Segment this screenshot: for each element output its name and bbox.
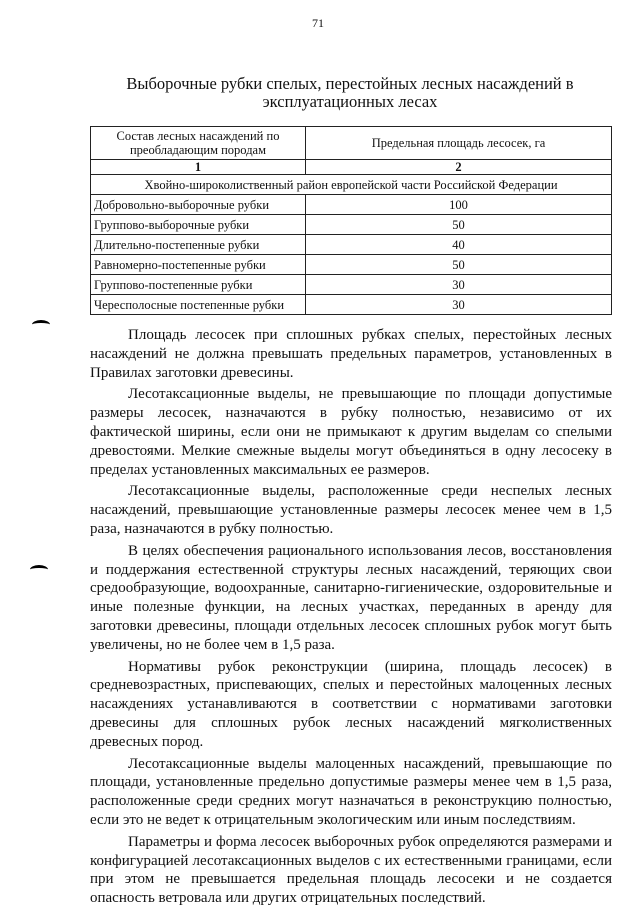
row-name: Добровольно-выборочные рубки [91, 195, 306, 215]
logging-norms-table [90, 126, 612, 315]
column-header-area: Предельная площадь лесосек, га [306, 127, 612, 160]
page-number: 71 [312, 16, 324, 30]
paragraph: Нормативы рубок реконструкции (ширина, площадь лесосек) в средневозрастных, приспевающих, спелых и перестойных малоценных лесных насаждениях устанавливаются в соответствии с нормативами заготовки древесины для сплошных рубок лесных насаждений мягколиственных древесных пород. [90, 658, 612, 750]
paragraph: Лесотаксационные выделы малоценных насаждений, превышающие по площади, установленные предельно допустимые размеры менее чем в 1,5 раза, расположенные среди средних могут назначаться в реконструкцию полностью, если это не ведет к отрицательным экологическим или иным последствиям. [90, 755, 612, 828]
paragraph: В целях обеспечения рационального использования лесов, восстановления и поддержания естественной структуры лесных насаждений, теряющих свои средообразующие, водоохранные, санитарно-гигиенические, оздоровительные и иные полезные функции, на лесных участках, переданных в аренду для заготовки древесины, площади отдельных лесосек сплошных рубок могут быть увеличены, но не более чем в 1,5 раза. [90, 542, 612, 653]
column-number-row [91, 160, 612, 175]
column-header-composition: Состав лесных насаждений по преобладающим породам [91, 127, 306, 160]
row-name: Равномерно-постепенные рубки [91, 255, 306, 275]
paragraph: Площадь лесосек при сплошных рубках спелых, перестойных лесных насаждений не должна превышать предельных параметров, установленных в Правилах заготовки древесины. [90, 327, 612, 381]
binder-hole-mark [32, 320, 50, 329]
row-name: Чересполосные постепенные рубки [91, 295, 306, 315]
row-name: Длительно-постепенные рубки [91, 235, 306, 255]
row-value: 30 [306, 295, 612, 315]
page-title: Выборочные рубки спелых, перестойных лесных насаждений в эксплуатационных лесах [126, 74, 574, 111]
table-row [91, 275, 612, 295]
body-text [90, 326, 612, 911]
row-value: 50 [306, 215, 612, 235]
table-row [91, 195, 612, 215]
paragraph: Лесотаксационные выделы, расположенные среди неспелых лесных насаждений, превышающие установленные размеры лесосек менее чем в 1,5 раза, назначаются в рубку полностью. [90, 483, 612, 537]
region-row [91, 175, 612, 195]
paragraph: Параметры и форма лесосек выборочных рубок определяются размерами и конфигурацией лесотаксационных выделов с их естественными границами, если при этом не превышается предельная площадь лесосеки и не создается опасность ветровала или других отрицательных последствий. [90, 833, 612, 907]
table-row [91, 295, 612, 315]
table-header-row [91, 127, 612, 160]
row-name: Группово-выборочные рубки [91, 215, 306, 235]
row-value: 30 [306, 275, 612, 295]
region-label: Хвойно-широколиственный район европейской части Российской Федерации [91, 175, 612, 195]
column-number-2: 2 [306, 160, 612, 175]
row-value: 50 [306, 255, 612, 275]
column-number-1: 1 [91, 160, 306, 175]
table-row [91, 255, 612, 275]
table-row [91, 215, 612, 235]
row-value: 100 [306, 195, 612, 215]
row-name: Группово-постепенные рубки [91, 275, 306, 295]
row-value: 40 [306, 235, 612, 255]
paragraph: Лесотаксационные выделы, не превышающие по площади допустимые размеры лесосек, назначаются в рубку полностью, независимо от их фактической ширины, если они не примыкают к другим выделам со спелыми древостоями. Мелкие смежные выделы могут объединяться в одну лесосеку в пределах установленных максимальных ее размеров. [90, 386, 612, 478]
binder-hole-mark [30, 565, 48, 574]
table-row [91, 235, 612, 255]
